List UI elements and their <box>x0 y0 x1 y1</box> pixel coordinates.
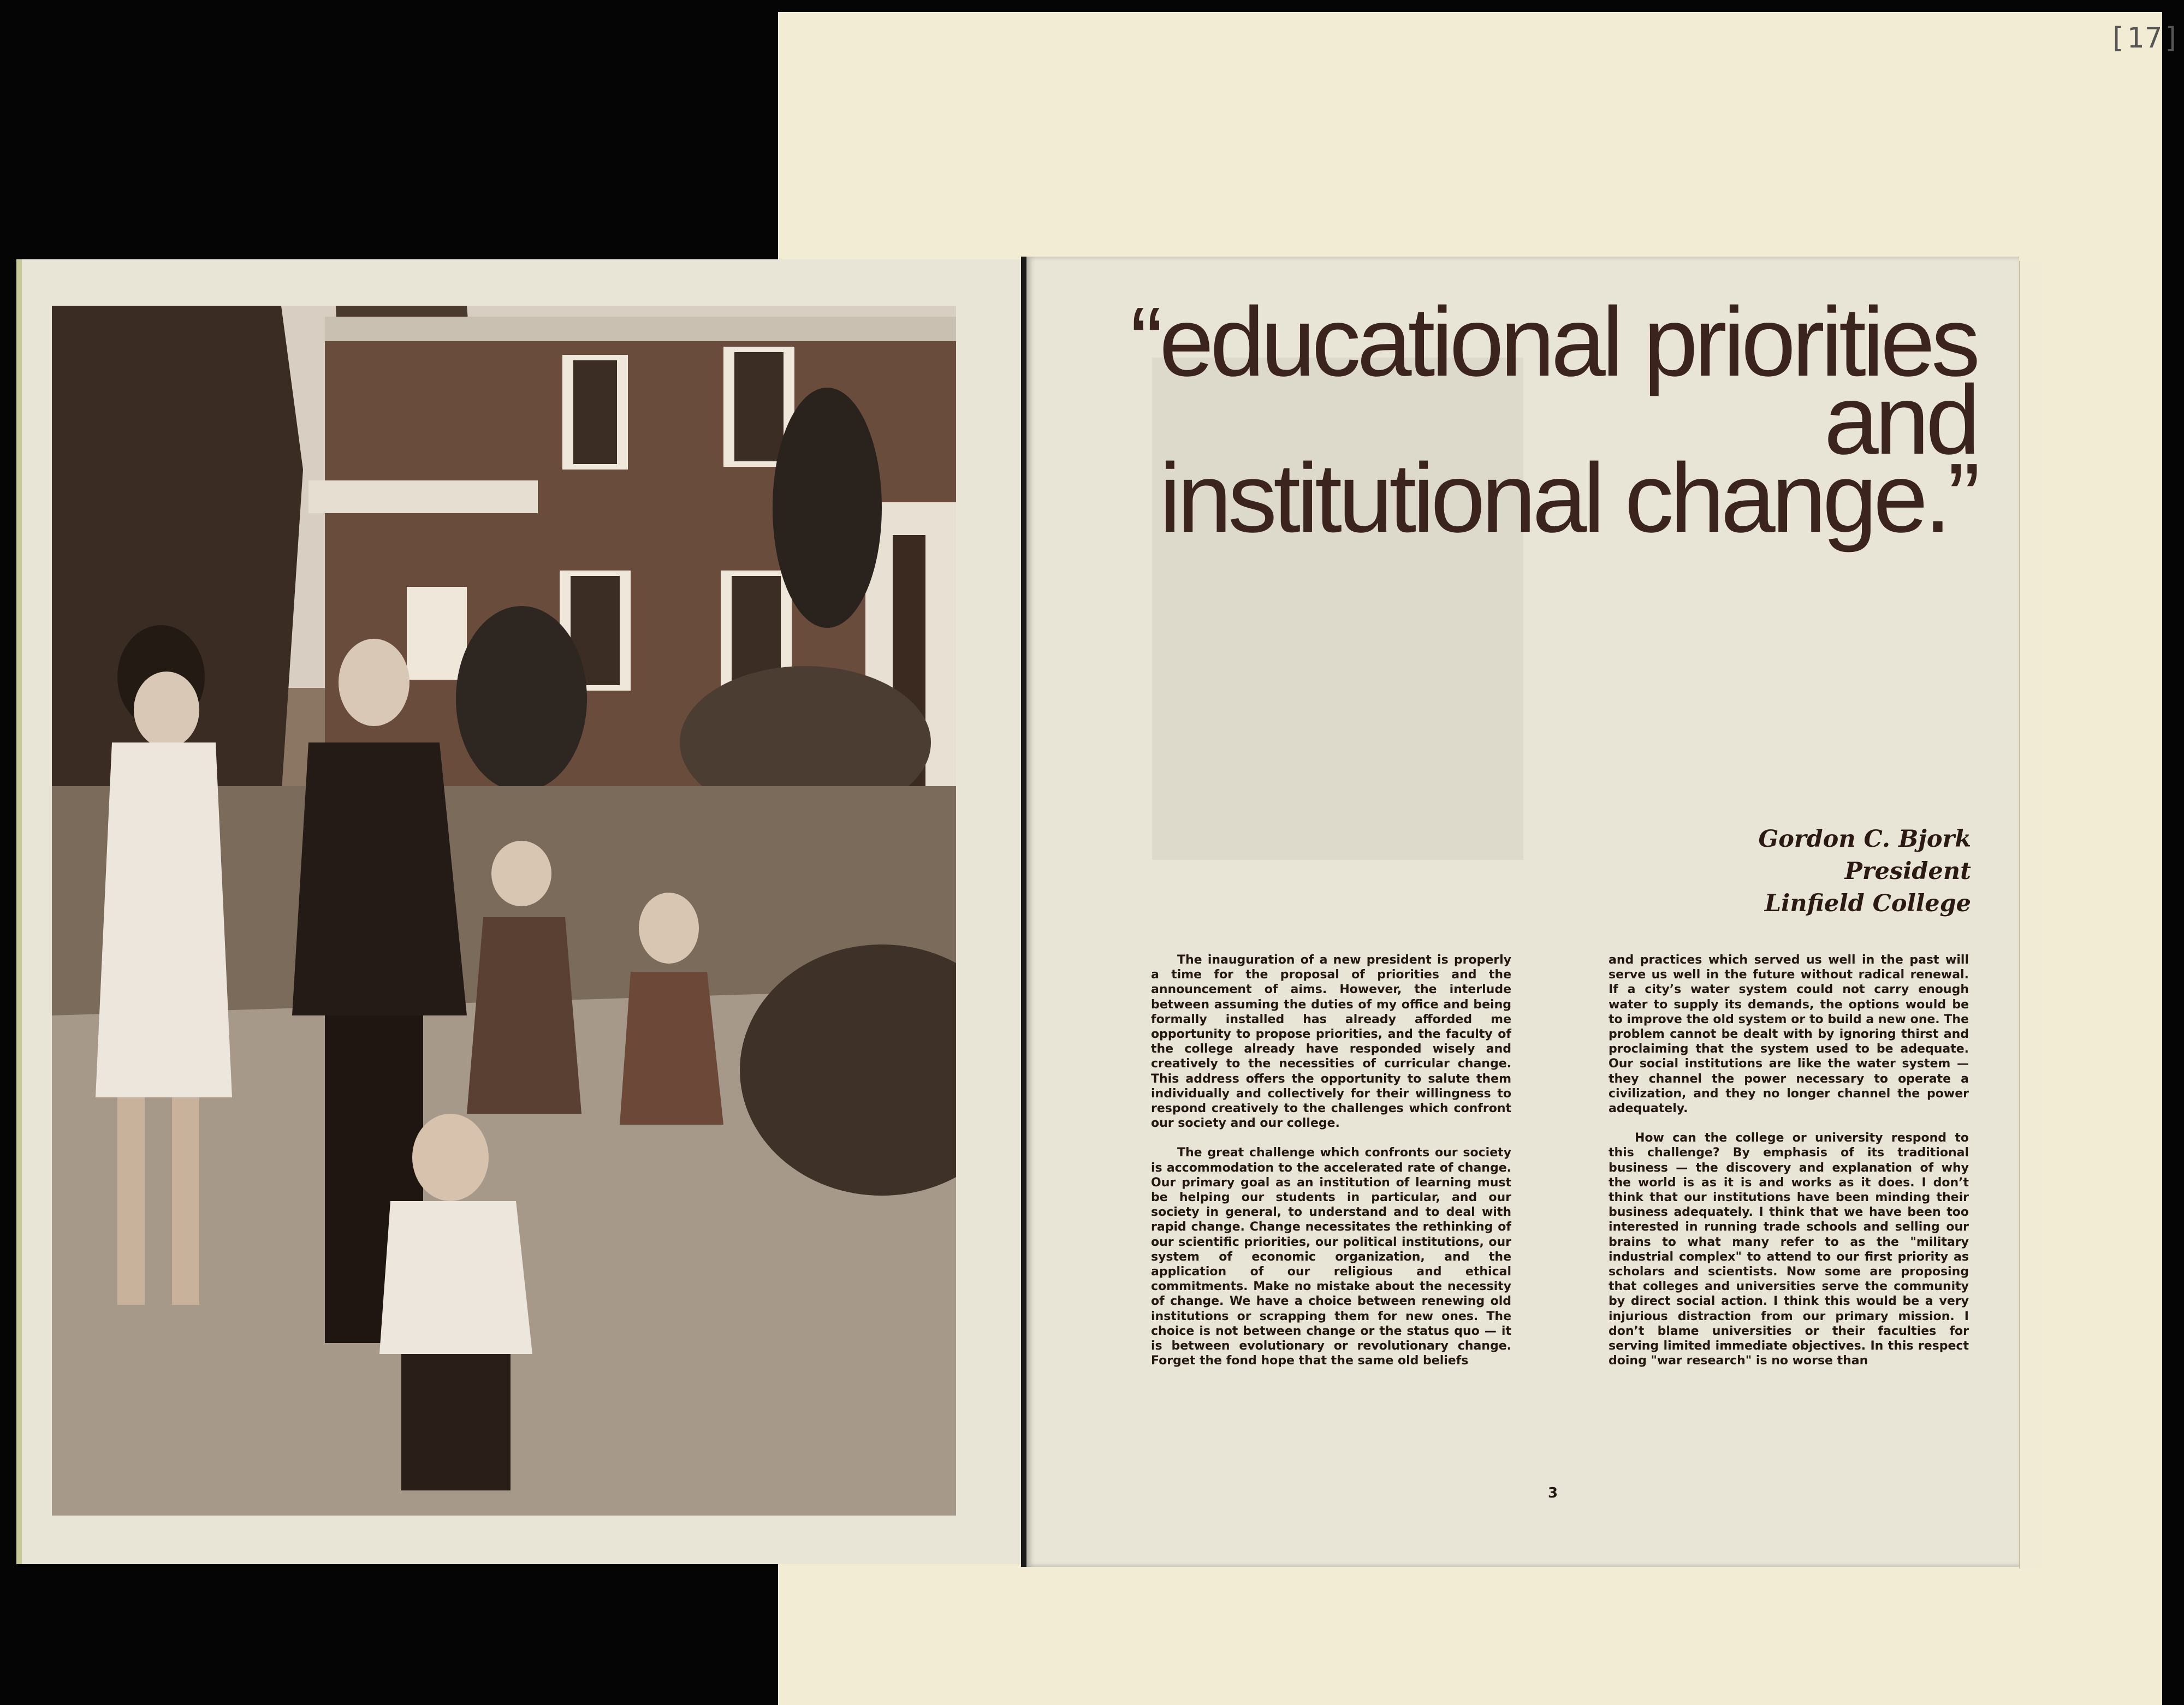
paragraph: and practices which served us well in the past will serve us well in the future without radical renewal. If a city’s water system could not carry enough water to supply its demands, the options would be to improve the old system or to build a new one. The problem cannot be dealt with by ignoring thirst and proclaiming that the system used to be adequate. Our social institutions are like the water system — they channel the power necessary to operate a civilization, and they no longer channel the power adequately. <box>1609 953 1969 1116</box>
title-line: “educational priorities <box>1130 287 1977 397</box>
author-role: President <box>1844 858 1971 885</box>
title-line: and <box>1824 365 1977 475</box>
family-photo <box>52 306 956 1516</box>
page-edge <box>2019 261 2041 1569</box>
page-number: 3 <box>1548 1485 1558 1501</box>
paragraph: How can the college or university respond to this challenge? By emphasis of its traditional business — the discovery and explanation of why the world is as it is and works as it does. I don’t think that our institutions have been minding their business adequately. I think that we have been too interested in running trade schools and selling our brains to what many refer to as the "military industrial complex" to attend to our first priority as scholars and scientists. Now some are proposing that colleges and universities serve the community by direct social action. I think this would be a very injurious distraction from our primary mission. I don’t blame universities or their faculties for serving limited immediate objectives. In this respect doing "war research" is no worse than <box>1609 1131 1969 1368</box>
archive-number: [17] <box>2109 22 2182 55</box>
author-institution: Linfield College <box>1764 890 1971 917</box>
body-column-right <box>1609 953 1969 1383</box>
body-column-left <box>1151 953 1511 1383</box>
family-photo-icon <box>52 306 956 1516</box>
title-line: institutional change.” <box>1159 443 1977 553</box>
paragraph: The inauguration of a new president is properly a time for the proposal of priorities and the announcement of aims. However, the interlude between assuming the duties of my office and being formally installed has already afforded me opportunity to propose priorities, and the faculty of the college already have responded wisely and creatively to the necessities of curricular change. This address offers the opportunity to salute them individually and collectively for their willingness to respond creatively to the challenges which confront our society and our college. <box>1151 953 1511 1131</box>
author-byline <box>1671 823 1971 920</box>
author-name: Gordon C. Bjork <box>1758 825 1971 853</box>
paragraph: The great challenge which confronts our society is accommodation to the accelerated rate of change. Our primary goal as an institution of learning must be helping our students in particular, and our society in general, to understand and to deal with rapid change. Change necessitates the rethinking of our scientific priorities, our political institutions, our system of economic organization, and the application of our religious and ethical commitments. Make no mistake about the necessity of change. We have a choice between renewing old institutions or scrapping them for new ones. The choice is not between change or the status quo — it is between evolutionary or revolutionary change. Forget the fond hope that the same old beliefs <box>1151 1146 1511 1368</box>
article-title <box>1087 287 1977 553</box>
